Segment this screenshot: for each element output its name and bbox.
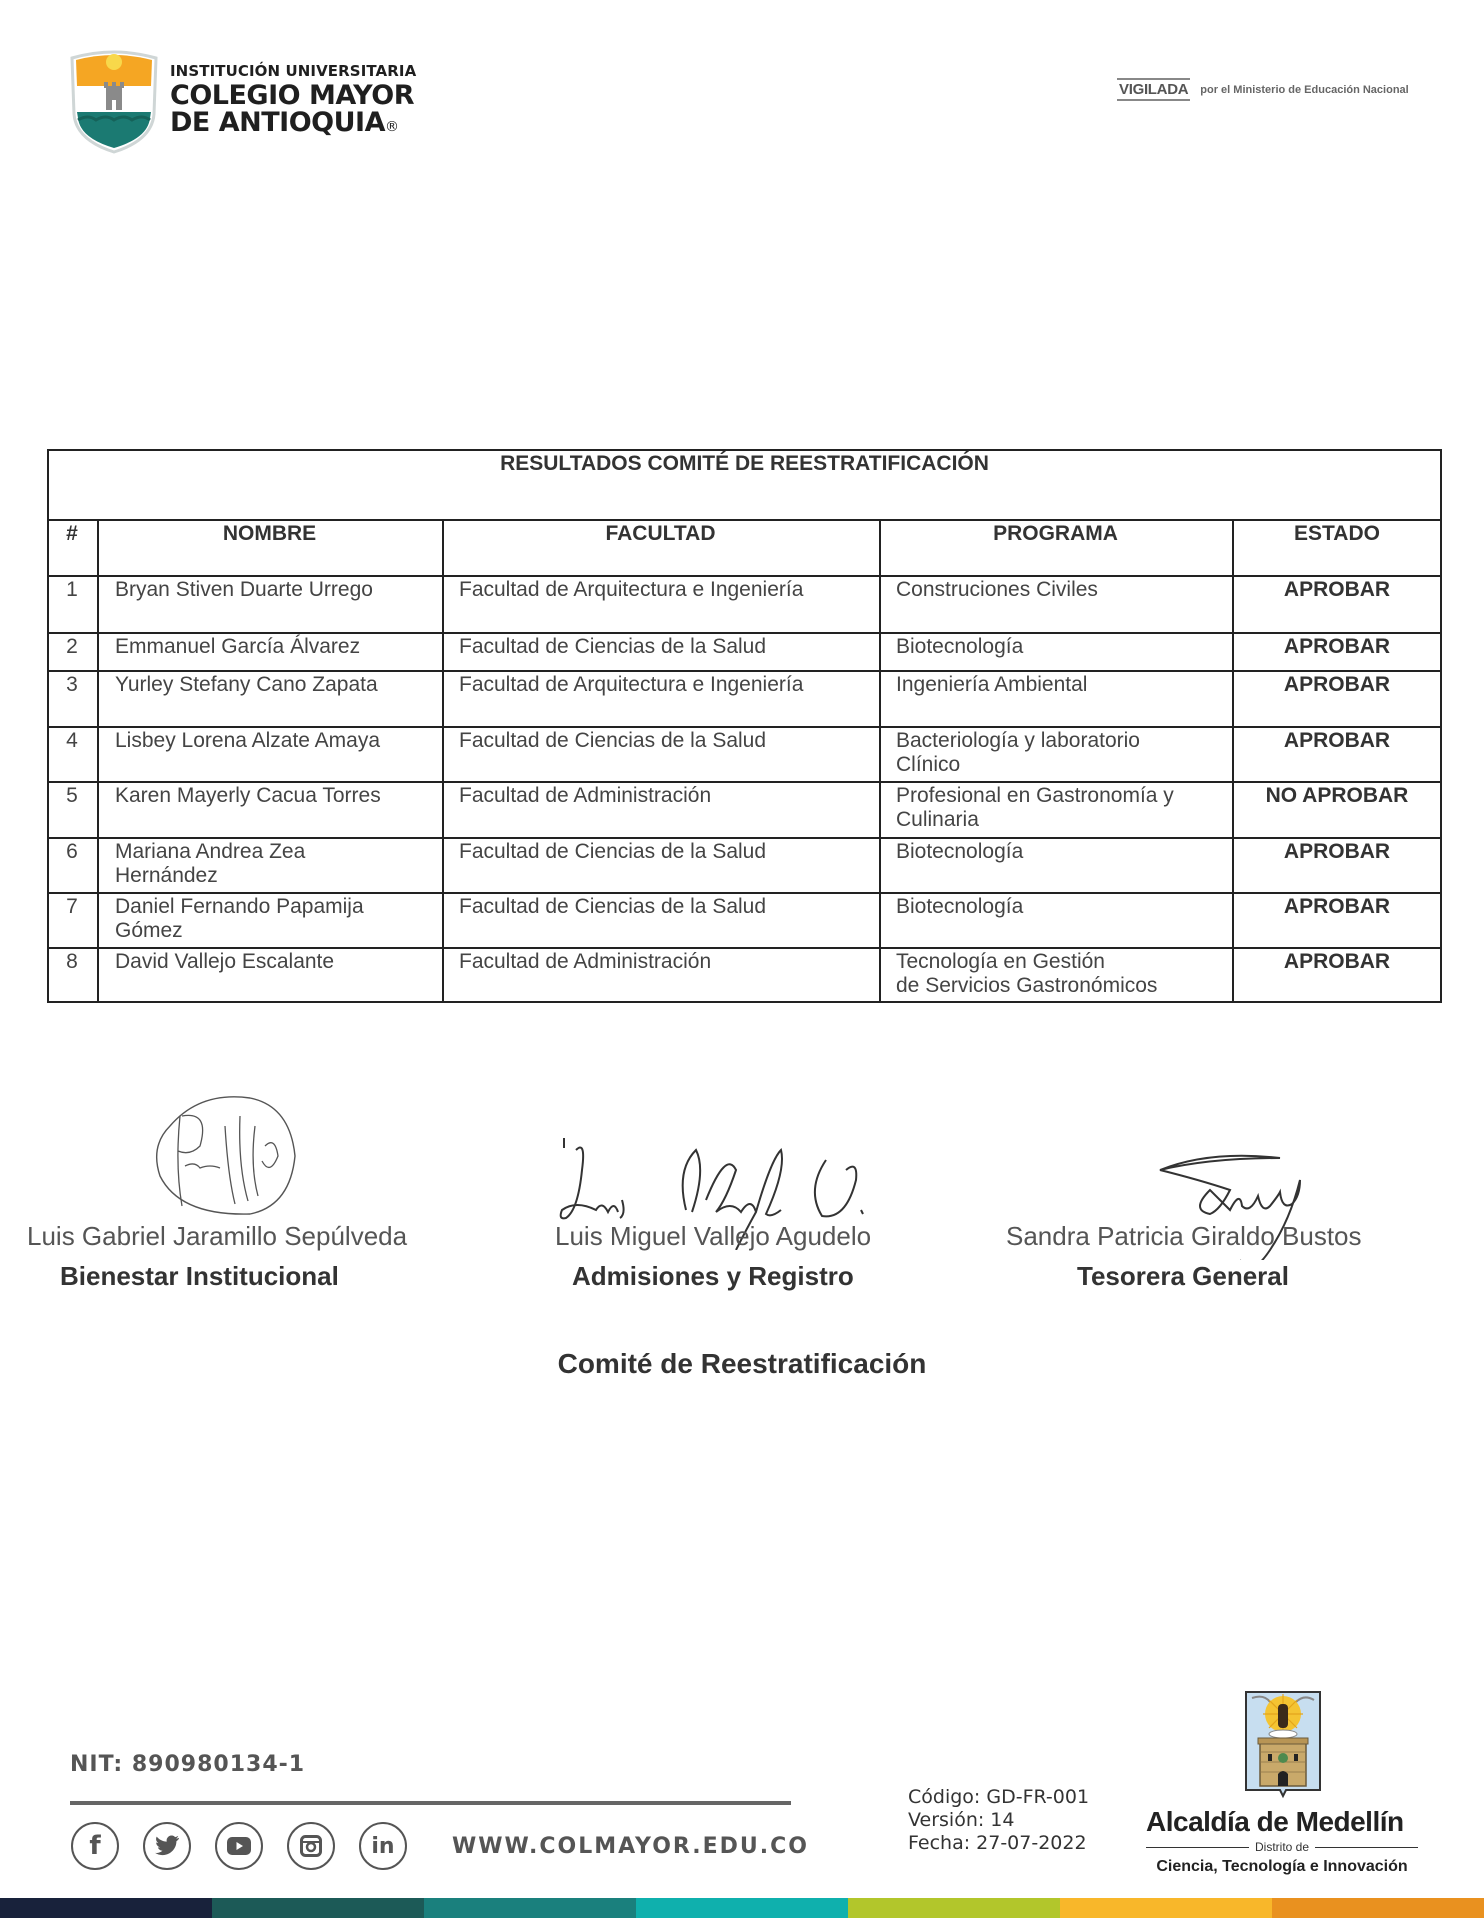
program-line: de Servicios Gastronómicos xyxy=(896,974,1158,997)
alcaldia-tagline: Ciencia, Tecnología e Innovación xyxy=(1156,1858,1408,1875)
table-column-divider xyxy=(97,519,99,1003)
program xyxy=(896,895,1023,919)
program-line: Culinaria xyxy=(896,808,979,831)
column-header-nombre: NOMBRE xyxy=(222,522,317,545)
linkedin-icon[interactable] xyxy=(359,1822,407,1870)
student-name xyxy=(115,895,364,943)
student-name xyxy=(115,673,378,697)
signatory-2-name: Luis Miguel Vallejo Agudelo xyxy=(555,1221,872,1251)
program-line: Clínico xyxy=(896,753,961,776)
program-line: Construciones Civiles xyxy=(896,578,1098,601)
color-bar-segment xyxy=(212,1898,424,1918)
student-name-line: Mariana Andrea Zea xyxy=(115,840,306,863)
student-name-line: David Vallejo Escalante xyxy=(115,950,335,973)
row-number: 6 xyxy=(66,840,78,863)
row-number: 1 xyxy=(66,578,78,601)
youtube-icon[interactable] xyxy=(215,1822,263,1870)
program-line: Biotecnología xyxy=(896,895,1024,918)
status-badge: APROBAR xyxy=(1283,895,1391,918)
program xyxy=(896,673,1087,697)
signatory-2-role: Admisiones y Registro xyxy=(572,1261,854,1291)
logo-line-3-text: DE ANTIOQUIA xyxy=(170,107,385,138)
footer-divider xyxy=(70,1801,791,1805)
color-bar-segment xyxy=(424,1898,636,1918)
facebook-icon[interactable] xyxy=(71,1822,119,1870)
facebook-glyph: f xyxy=(89,1831,101,1861)
student-name-line: Hernández xyxy=(115,864,218,887)
faculty: Facultad de Administración xyxy=(459,950,712,973)
row-number: 8 xyxy=(66,950,78,973)
alcaldia-rule-left xyxy=(1146,1847,1249,1848)
alcaldia-title: Alcaldía de Medellín xyxy=(1146,1806,1404,1837)
document-control-info xyxy=(908,1786,1089,1855)
program xyxy=(896,840,1023,864)
program-line: Biotecnología xyxy=(896,635,1024,658)
student-name-line: Daniel Fernando Papamija xyxy=(115,895,364,918)
instagram-icon[interactable] xyxy=(287,1822,335,1870)
row-number: 7 xyxy=(66,895,78,918)
status-badge: APROBAR xyxy=(1283,635,1391,658)
student-name-line: Yurley Stefany Cano Zapata xyxy=(115,673,378,696)
color-bar-segment xyxy=(1060,1898,1272,1918)
status-badge: APROBAR xyxy=(1283,729,1391,752)
twitter-icon[interactable] xyxy=(143,1822,191,1870)
program xyxy=(896,578,1098,602)
student-name-line: Bryan Stiven Duarte Urrego xyxy=(115,578,373,601)
medellin-coat-of-arms xyxy=(1244,1690,1322,1804)
vigilada-text: por el Ministerio de Educación Nacional xyxy=(1200,83,1409,96)
signatory-3-role: Tesorera General xyxy=(1077,1261,1289,1291)
document-code: Código: GD-FR-001 xyxy=(908,1786,1090,1808)
row-number: 3 xyxy=(66,673,78,696)
website-link[interactable]: WWW.COLMAYOR.EDU.CO xyxy=(452,1834,809,1859)
student-name xyxy=(115,950,334,974)
color-bar-segment xyxy=(0,1898,212,1918)
table-title: RESULTADOS COMITÉ DE REESTRATIFICACIÓN xyxy=(500,452,989,475)
logo-line-3 xyxy=(170,109,416,136)
signatory-1-name: Luis Gabriel Jaramillo Sepúlveda xyxy=(27,1221,408,1251)
column-header-estado: ESTADO xyxy=(1294,522,1380,545)
faculty: Facultad de Ciencias de la Salud xyxy=(459,895,767,918)
column-header-facultad: FACULTAD xyxy=(605,522,716,545)
student-name-line: Karen Mayerly Cacua Torres xyxy=(115,784,381,807)
faculty: Facultad de Arquitectura e Ingeniería xyxy=(459,673,804,696)
linkedin-glyph: in xyxy=(371,1833,395,1859)
color-bar-segment xyxy=(848,1898,1060,1918)
status-badge: APROBAR xyxy=(1283,673,1391,696)
logo-line-1: INSTITUCIÓN UNIVERSITARIA xyxy=(170,62,417,80)
status-badge: APROBAR xyxy=(1283,578,1391,601)
footer-color-bar xyxy=(0,1898,1484,1918)
student-name xyxy=(115,840,305,888)
color-bar-segment xyxy=(1272,1898,1484,1918)
student-name-line: Emmanuel García Álvarez xyxy=(115,635,361,658)
alcaldia-district: Distrito de xyxy=(1254,1840,1310,1854)
nit-number: NIT: 890980134-1 xyxy=(70,1752,306,1777)
table-column-divider xyxy=(879,519,881,1003)
row-number: 4 xyxy=(66,729,78,752)
program-line: Profesional en Gastronomía y xyxy=(896,784,1174,807)
faculty: Facultad de Ciencias de la Salud xyxy=(459,729,767,752)
student-name xyxy=(115,784,381,808)
institution-logo-text xyxy=(170,64,416,136)
program-line: Bacteriología y laboratorio xyxy=(896,729,1140,752)
alcaldia-rule-right xyxy=(1315,1847,1418,1848)
status-badge: APROBAR xyxy=(1283,840,1391,863)
signature-1-image xyxy=(140,1086,320,1226)
program xyxy=(896,950,1157,998)
instagram-camera-glyph xyxy=(300,1835,322,1857)
student-name xyxy=(115,635,360,659)
faculty: Facultad de Ciencias de la Salud xyxy=(459,635,767,658)
document-date: Fecha: 27-07-2022 xyxy=(908,1832,1087,1854)
program xyxy=(896,729,1140,777)
registered-mark: ® xyxy=(384,119,399,135)
alcaldia-subtitle xyxy=(1146,1840,1418,1854)
student-name xyxy=(115,729,380,753)
column-header-programa: PROGRAMA xyxy=(993,522,1118,545)
color-bar-segment xyxy=(636,1898,848,1918)
logo-line-2: COLEGIO MAYOR xyxy=(170,80,414,111)
document-version: Versión: 14 xyxy=(908,1809,1015,1831)
youtube-play-glyph xyxy=(227,1837,251,1855)
program xyxy=(896,784,1174,832)
program-line: Ingeniería Ambiental xyxy=(896,673,1088,696)
signatory-3-name: Sandra Patricia Giraldo Bustos xyxy=(1006,1221,1362,1251)
status-badge: NO APROBAR xyxy=(1265,784,1409,807)
column-header-number: # xyxy=(66,522,78,545)
twitter-bird-glyph xyxy=(154,1835,180,1857)
committee-title: Comité de Reestratificación xyxy=(557,1348,927,1379)
faculty: Facultad de Ciencias de la Salud xyxy=(459,840,767,863)
program xyxy=(896,635,1023,659)
program-line: Tecnología en Gestión xyxy=(896,950,1105,973)
row-number: 5 xyxy=(66,784,78,807)
status-badge: APROBAR xyxy=(1283,950,1391,973)
faculty: Facultad de Administración xyxy=(459,784,712,807)
row-number: 2 xyxy=(66,635,78,658)
vigilada-word: VIGILADA xyxy=(1117,78,1190,101)
student-name-line: Gómez xyxy=(115,919,183,942)
vigilada-notice xyxy=(1117,78,1409,101)
faculty: Facultad de Arquitectura e Ingeniería xyxy=(459,578,804,601)
signatory-1-role: Bienestar Institucional xyxy=(60,1261,339,1291)
program-line: Biotecnología xyxy=(896,840,1024,863)
table-column-divider xyxy=(442,519,444,1003)
institution-logo-shield xyxy=(66,48,162,154)
student-name-line: Lisbey Lorena Alzate Amaya xyxy=(115,729,381,752)
student-name xyxy=(115,578,373,602)
